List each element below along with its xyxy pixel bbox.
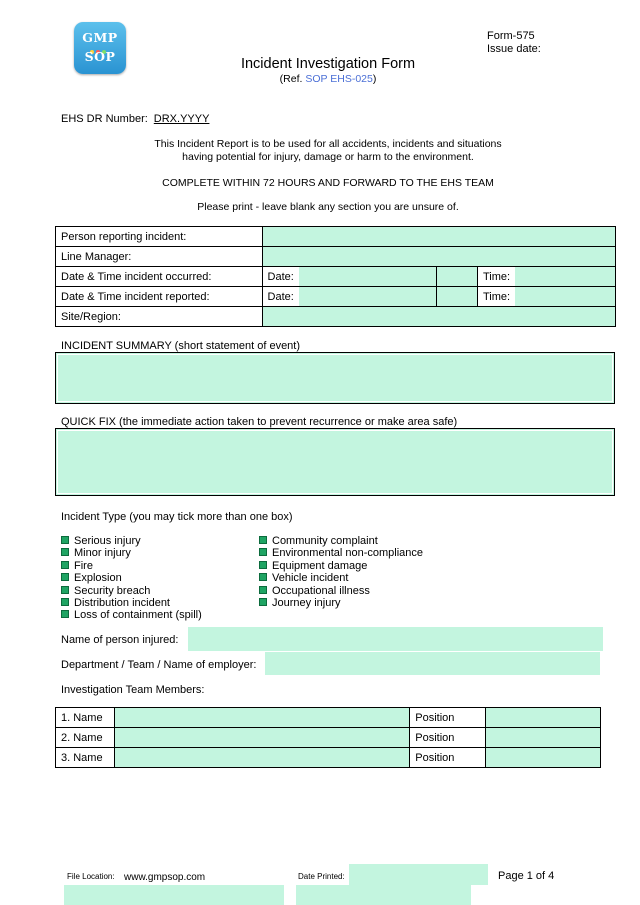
table-row bbox=[56, 728, 601, 748]
department-field[interactable] bbox=[265, 652, 600, 675]
reported-spacer-field[interactable] bbox=[437, 287, 478, 307]
table-row bbox=[56, 307, 616, 327]
checkbox-icon[interactable] bbox=[61, 598, 69, 606]
checkbox-item[interactable]: Journey injury bbox=[259, 597, 423, 609]
occurred-label: Date & Time incident occurred: bbox=[56, 267, 263, 287]
intro-line-1: This Incident Report is to be used for all accidents, incidents and situations bbox=[154, 138, 502, 150]
ehs-dr-number bbox=[61, 113, 209, 125]
incident-details-table bbox=[55, 226, 616, 327]
checkbox-icon[interactable] bbox=[61, 536, 69, 544]
form-number-block bbox=[487, 30, 541, 56]
person-reporting-label: Person reporting incident: bbox=[56, 227, 263, 247]
checkbox-icon[interactable] bbox=[61, 548, 69, 556]
team-name-field[interactable] bbox=[114, 728, 409, 748]
occurred-date-label: Date: bbox=[262, 267, 299, 287]
file-location-field[interactable] bbox=[64, 885, 284, 905]
incident-type-left-list bbox=[61, 535, 202, 622]
date-printed-field[interactable] bbox=[349, 864, 488, 885]
team-name-label: 2. Name bbox=[56, 728, 115, 748]
reported-time-field[interactable] bbox=[515, 287, 615, 307]
date-printed-label: Date Printed: bbox=[298, 872, 345, 881]
reported-date-label: Date: bbox=[262, 287, 299, 307]
team-position-label: Position bbox=[410, 728, 486, 748]
ehs-dr-value: DRX.YYYY bbox=[153, 113, 210, 125]
team-members-label: Investigation Team Members: bbox=[61, 684, 205, 696]
checkbox-item[interactable]: Fire bbox=[61, 560, 202, 572]
person-reporting-field[interactable] bbox=[262, 227, 615, 247]
department-label: Department / Team / Name of employer: bbox=[61, 659, 257, 671]
incident-summary-field[interactable] bbox=[55, 352, 615, 404]
checkbox-icon[interactable] bbox=[259, 536, 267, 544]
ehs-dr-label: EHS DR Number: bbox=[61, 113, 148, 125]
reported-label: Date & Time incident reported: bbox=[56, 287, 263, 307]
checkbox-item[interactable]: Community complaint bbox=[259, 535, 423, 547]
checkbox-icon[interactable] bbox=[259, 586, 267, 594]
team-position-label: Position bbox=[410, 748, 486, 768]
occurred-date-field[interactable] bbox=[299, 267, 437, 287]
injured-name-label: Name of person injured: bbox=[61, 634, 179, 646]
form-number: Form-575 bbox=[487, 30, 535, 42]
checkbox-icon[interactable] bbox=[259, 561, 267, 569]
team-position-field[interactable] bbox=[486, 728, 601, 748]
table-row bbox=[56, 748, 601, 768]
team-members-table bbox=[55, 707, 601, 768]
table-row bbox=[56, 708, 601, 728]
intro-line-2: having potential for injury, damage or harm to the environment. bbox=[182, 151, 474, 163]
quick-fix-field[interactable] bbox=[55, 428, 615, 496]
team-position-field[interactable] bbox=[486, 748, 601, 768]
table-row bbox=[56, 287, 616, 307]
checkbox-icon[interactable] bbox=[61, 573, 69, 581]
file-location-label: File Location: bbox=[67, 872, 115, 881]
team-name-field[interactable] bbox=[114, 708, 409, 728]
team-position-field[interactable] bbox=[486, 708, 601, 728]
checkbox-icon[interactable] bbox=[61, 561, 69, 569]
occurred-time-label: Time: bbox=[478, 267, 516, 287]
occurred-time-field[interactable] bbox=[515, 267, 615, 287]
intro-text bbox=[0, 138, 640, 164]
checkbox-item[interactable]: Vehicle incident bbox=[259, 572, 423, 584]
checkbox-icon[interactable] bbox=[259, 548, 267, 556]
checkbox-item[interactable]: Occupational illness bbox=[259, 585, 423, 597]
table-row bbox=[56, 247, 616, 267]
incident-type-label: Incident Type (you may tick more than one box) bbox=[61, 511, 293, 523]
site-label: Site/Region: bbox=[56, 307, 263, 327]
line-manager-field[interactable] bbox=[262, 247, 615, 267]
checkbox-icon[interactable] bbox=[61, 610, 69, 618]
incident-summary-label: INCIDENT SUMMARY (short statement of event) bbox=[61, 340, 301, 352]
logo-text-sop: SOP bbox=[84, 49, 116, 64]
site-field[interactable] bbox=[262, 307, 615, 327]
checkbox-item[interactable]: Equipment damage bbox=[259, 560, 423, 572]
checkbox-item[interactable]: Minor injury bbox=[61, 547, 202, 559]
occurred-spacer-field[interactable] bbox=[437, 267, 478, 287]
file-location-value: www.gmpsop.com bbox=[124, 872, 206, 883]
reported-date-field[interactable] bbox=[299, 287, 437, 307]
sop-reference-link[interactable]: SOP EHS-025 bbox=[305, 73, 373, 85]
checkbox-item[interactable]: Distribution incident bbox=[61, 597, 202, 609]
sop-reference: (Ref. SOP EHS-025) bbox=[279, 73, 377, 85]
line-manager-label: Line Manager: bbox=[56, 247, 263, 267]
table-row bbox=[56, 227, 616, 247]
checkbox-icon[interactable] bbox=[259, 573, 267, 581]
incident-type-right-list bbox=[259, 535, 423, 609]
injured-name-field[interactable] bbox=[188, 627, 603, 651]
date-printed-field-lower[interactable] bbox=[296, 885, 471, 905]
team-position-label: Position bbox=[410, 708, 486, 728]
reported-time-label: Time: bbox=[478, 287, 516, 307]
table-row bbox=[56, 267, 616, 287]
checkbox-icon[interactable] bbox=[61, 586, 69, 594]
checkbox-icon[interactable] bbox=[259, 598, 267, 606]
checkbox-item[interactable]: Security breach bbox=[61, 585, 202, 597]
checkbox-item[interactable]: Loss of containment (spill) bbox=[61, 609, 202, 621]
checkbox-item[interactable]: Explosion bbox=[61, 572, 202, 584]
team-name-label: 1. Name bbox=[56, 708, 115, 728]
instruction-text: COMPLETE WITHIN 72 HOURS AND FORWARD TO THE EHS TEAM bbox=[162, 177, 494, 189]
print-note: Please print - leave blank any section you are unsure of. bbox=[197, 201, 459, 213]
issue-date-label: Issue date: bbox=[487, 43, 541, 55]
team-name-label: 3. Name bbox=[56, 748, 115, 768]
team-name-field[interactable] bbox=[114, 748, 409, 768]
logo-text-gmp: GMP bbox=[82, 30, 118, 45]
checkbox-item[interactable]: Serious injury bbox=[61, 535, 202, 547]
quick-fix-label: QUICK FIX (the immediate action taken to prevent recurrence or make area safe) bbox=[61, 416, 458, 428]
checkbox-item[interactable]: Environmental non-compliance bbox=[259, 547, 423, 559]
page-number: Page 1 of 4 bbox=[498, 870, 555, 882]
page-title: Incident Investigation Form bbox=[240, 56, 416, 72]
